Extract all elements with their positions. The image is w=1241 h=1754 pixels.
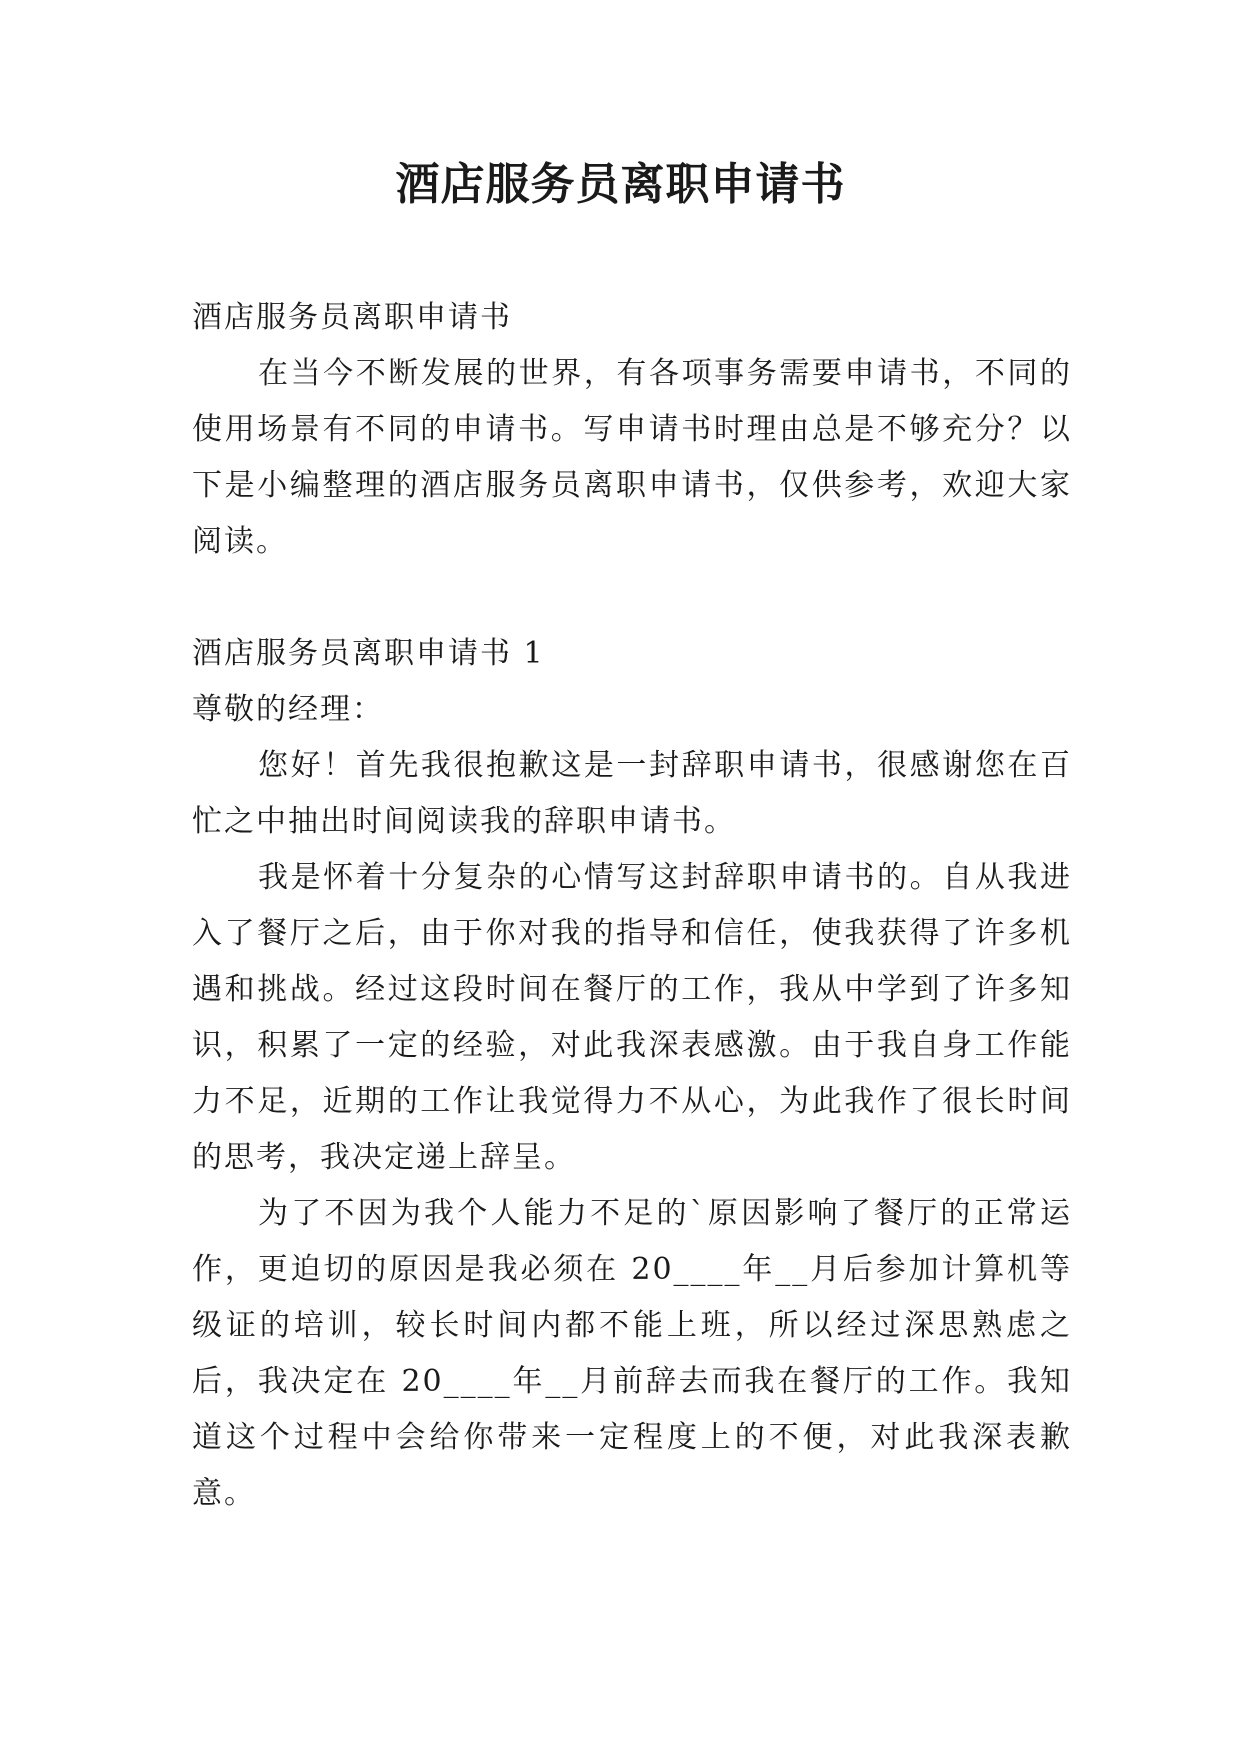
intro-paragraph: 在当今不断发展的世界，有各项事务需要申请书，不同的使用场景有不同的申请书。写申请书时理由总是不够充分？以下是小编整理的酒店服务员离职申请书，仅供参考，欢迎大家阅读。 <box>192 356 1072 559</box>
salutation: 尊敬的经理： <box>192 692 384 727</box>
section-heading: 酒店服务员离职申请书 1 <box>192 636 545 671</box>
document-body <box>192 290 1072 1522</box>
subtitle-paragraph: 酒店服务员离职申请书 <box>192 300 512 335</box>
body-paragraph: 为了不因为我个人能力不足的`原因影响了餐厅的正常运作，更迫切的原因是我必须在 20____年__月后参加计算机等级证的培训，较长时间内都不能上班，所以经过深思熟虑之后，我决定在 20____年__月前辞去而我在餐厅的工作。我知道这个过程中会给你带来一定程度上的不便，对此我深表歉意。 <box>192 1196 1072 1511</box>
document-title: 酒店服务员离职申请书 <box>395 159 846 210</box>
body-paragraph: 我是怀着十分复杂的心情写这封辞职申请书的。自从我进入了餐厅之后，由于你对我的指导和信任，使我获得了许多机遇和挑战。经过这段时间在餐厅的工作，我从中学到了许多知识，积累了一定的经验，对此我深表感激。由于我自身工作能力不足，近期的工作让我觉得力不从心，为此我作了很长时间的思考，我决定递上辞呈。 <box>192 860 1072 1175</box>
body-paragraph: 您好！首先我很抱歉这是一封辞职申请书，很感谢您在百忙之中抽出时间阅读我的辞职申请书。 <box>192 748 1072 839</box>
